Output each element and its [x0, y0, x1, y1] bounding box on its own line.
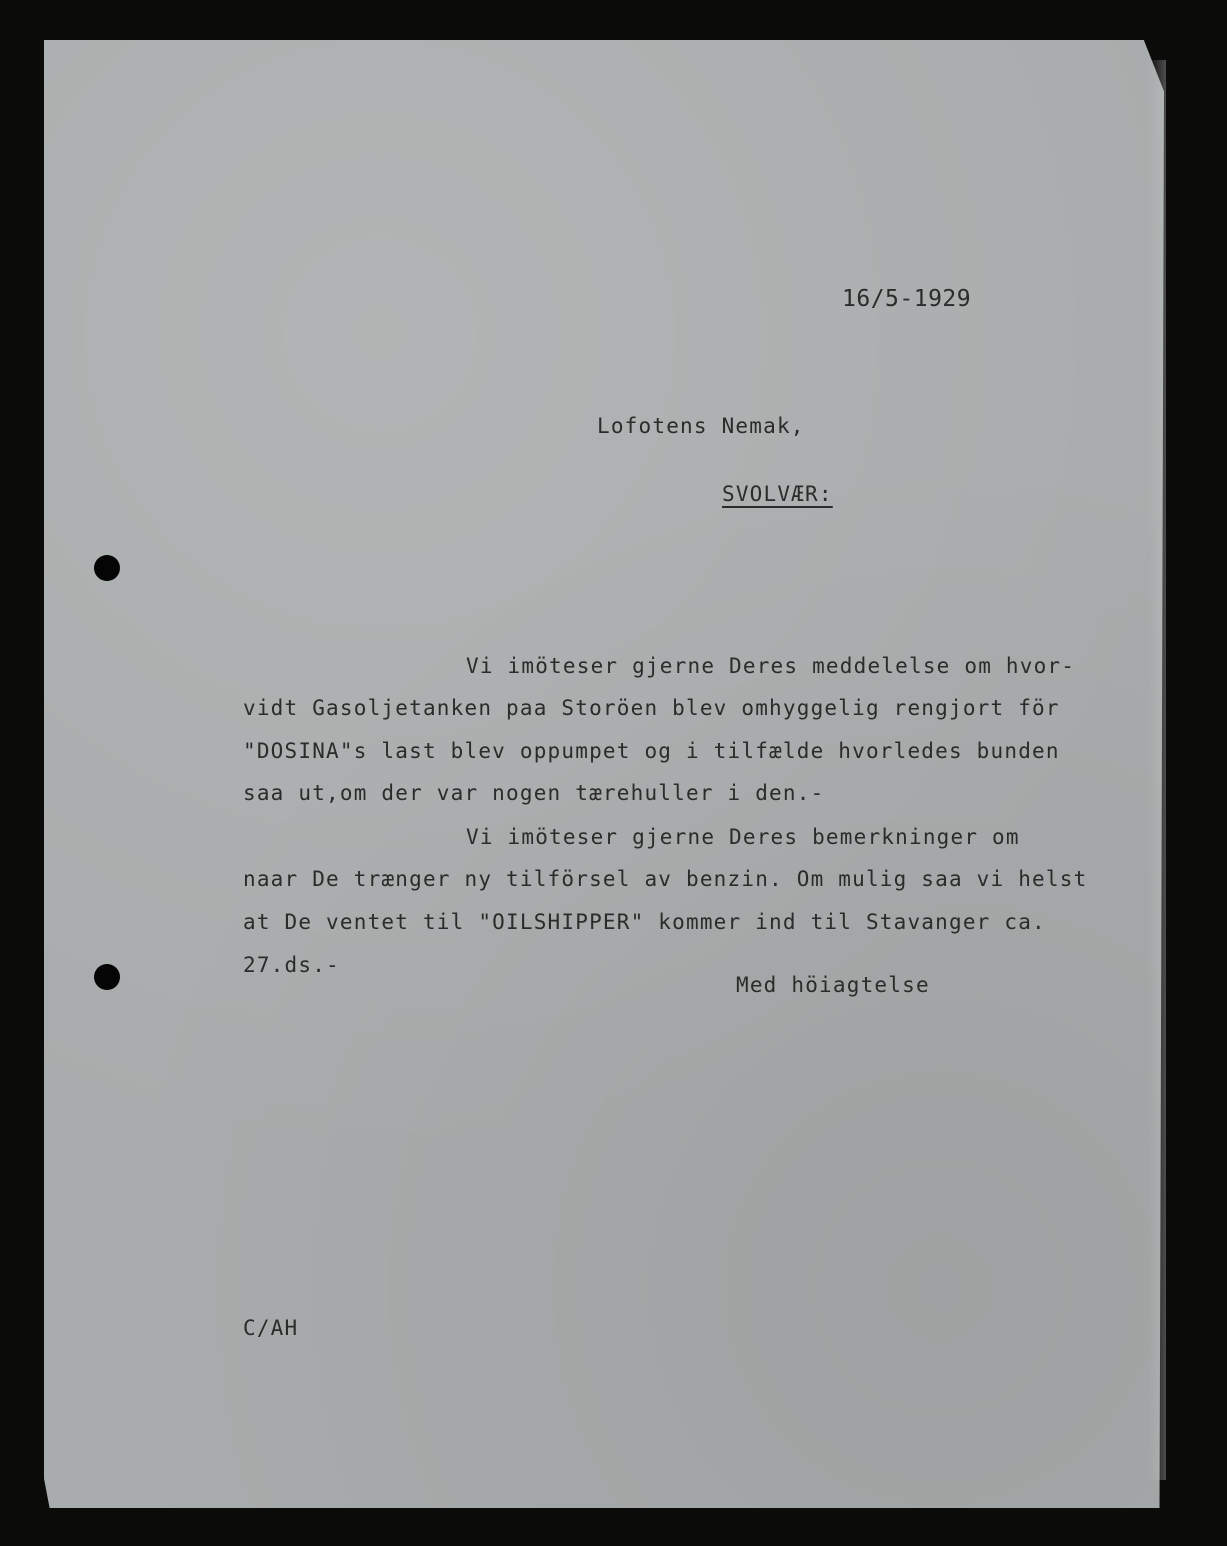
paper-edge — [1148, 60, 1166, 1480]
reference-initials: C/AH — [243, 1316, 299, 1340]
recipient-city: SVOLVÆR: — [722, 482, 833, 506]
body-line-6: naar De trænger ny tilförsel av benzin. Om mulig saa vi helst — [243, 867, 1088, 891]
body-line-4: saa ut,om der var nogen tærehuller i den.- — [243, 781, 825, 805]
body-line-7: at De ventet til "OILSHIPPER" kommer ind til Stavanger ca. — [243, 910, 1046, 934]
punch-hole-top — [94, 555, 120, 581]
body-line-2: vidt Gasoljetanken paa Storöen blev omhyggelig rengjort för — [243, 696, 1060, 720]
body-line-3: "DOSINA"s last blev oppumpet og i tilfælde hvorledes bunden — [243, 739, 1060, 763]
body-line-5: Vi imöteser gjerne Deres bemerkninger om — [466, 825, 1020, 849]
letter-page — [44, 40, 1164, 1508]
punch-hole-bottom — [94, 964, 120, 990]
body-line-8: 27.ds.- — [243, 953, 340, 977]
body-line-1: Vi imöteser gjerne Deres meddelelse om hvor- — [466, 654, 1076, 678]
closing-salutation: Med höiagtelse — [736, 973, 930, 997]
letter-date: 16/5-1929 — [842, 286, 972, 312]
recipient-name: Lofotens Nemak, — [597, 414, 805, 438]
